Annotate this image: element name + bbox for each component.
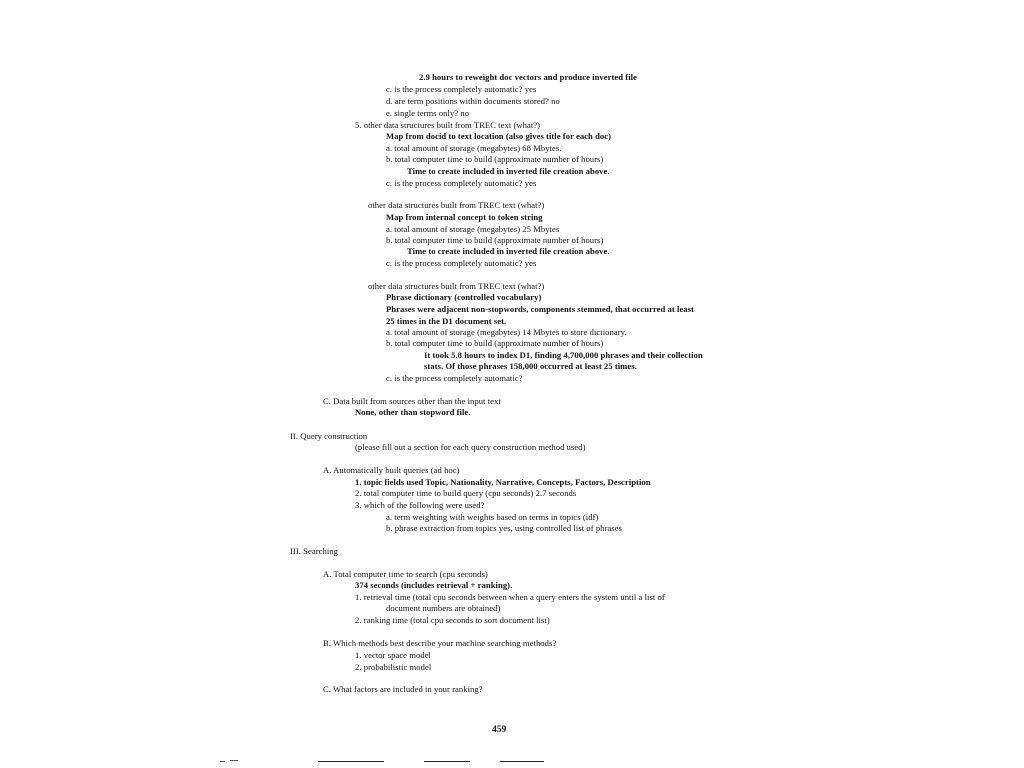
page-number: 459	[492, 725, 507, 735]
doc-line: B. Which methods best describe your machine searching methods?	[323, 638, 557, 648]
doc-line: None, other than stopword file.	[355, 407, 471, 417]
scan-mark	[220, 761, 225, 762]
doc-line: e. single terms only? no	[386, 108, 470, 118]
doc-line: b. phrase extraction from topics yes, using controlled list of phrases	[386, 523, 622, 533]
doc-line: 3. which of the following were used?	[355, 500, 485, 510]
doc-line: a. total amount of storage (megabytes) 14 Mbytes to store dictionary.	[386, 327, 627, 337]
doc-line: 2. total computer time to build query (cpu seconds) 2.7 seconds	[355, 488, 577, 498]
doc-line: 2.9 hours to reweight doc vectors and produce inverted file	[419, 72, 637, 82]
doc-line: A. Total computer time to search (cpu seconds)	[323, 569, 488, 579]
doc-line: c. is the process completely automatic? yes	[386, 178, 537, 188]
doc-line: document numbers are obtained)	[386, 603, 501, 613]
doc-line: 1. topic fields used Topic, Nationality, Narrative, Concepts, Factors, Description	[355, 477, 651, 487]
doc-line: stats. Of those phrases 158,000 occurred at least 25 times.	[424, 361, 637, 371]
doc-line: 25 times in the D1 document set.	[386, 316, 507, 326]
footer-rule	[500, 761, 544, 762]
doc-line: Time to create included in inverted file creation above.	[407, 166, 610, 176]
doc-line: C. Data built from sources other than the input text	[323, 396, 501, 406]
doc-line: Phrase dictionary (controlled vocabulary)	[386, 292, 542, 302]
doc-line: c. is the process completely automatic? yes	[386, 84, 537, 94]
doc-line: Phrases were adjacent non-stopwords, components stemmed, that occurred at least	[386, 304, 694, 314]
doc-line: Map from internal concept to token string	[386, 212, 543, 222]
footer-rule	[424, 761, 470, 762]
doc-line: It took 5.8 hours to index D1, finding 4,700,000 phrases and their collection	[424, 350, 703, 360]
doc-line: b. total computer time to build (approximate number of hours)	[386, 235, 604, 245]
doc-line: Map from docid to text location (also gives title for each doc)	[386, 131, 612, 141]
footer-rule	[318, 761, 384, 762]
doc-line: other data structures built from TREC text (what?)	[368, 200, 545, 210]
doc-line: 2. probabilistic model	[355, 662, 432, 672]
section-heading: II. Query construction	[290, 431, 368, 441]
doc-line: 374 seconds (includes retrieval + ranking).	[355, 580, 513, 590]
doc-line: (please fill out a section for each query construction method used)	[355, 442, 586, 452]
doc-line: A. Automatically built queries (ad hoc)	[323, 465, 460, 475]
doc-line: d. are term positions within documents stored? no	[386, 96, 560, 106]
doc-line: 1. retrieval time (total cpu seconds between when a query enters the system until a list of	[355, 592, 665, 602]
doc-line: 1. vector space model	[355, 650, 431, 660]
doc-line: b. total computer time to build (approximate number of hours)	[386, 338, 604, 348]
doc-line: c. is the process completely automatic?	[386, 373, 523, 383]
doc-line: other data structures built from TREC text (what?)	[368, 281, 545, 291]
section-heading: III. Searching	[290, 546, 338, 556]
doc-line: b. total computer time to build (approximate number of hours)	[386, 154, 604, 164]
doc-line: C. What factors are included in your ranking?	[323, 684, 483, 694]
doc-line: 2. ranking time (total cpu seconds to sort document list)	[355, 615, 550, 625]
doc-line: c. is the process completely automatic? yes	[386, 258, 537, 268]
scan-mark	[230, 760, 238, 761]
doc-line: Time to create included in inverted file creation above.	[407, 246, 610, 256]
doc-line: a. total amount of storage (megabytes) 25 Mbytes	[386, 224, 560, 234]
doc-line: 5. other data structures built from TREC text (what?)	[355, 120, 541, 130]
doc-line: a. term weighting with weights based on terms in topics (idf)	[386, 512, 599, 522]
doc-line: a. total amount of storage (megabytes) 68 Mbytes.	[386, 143, 562, 153]
